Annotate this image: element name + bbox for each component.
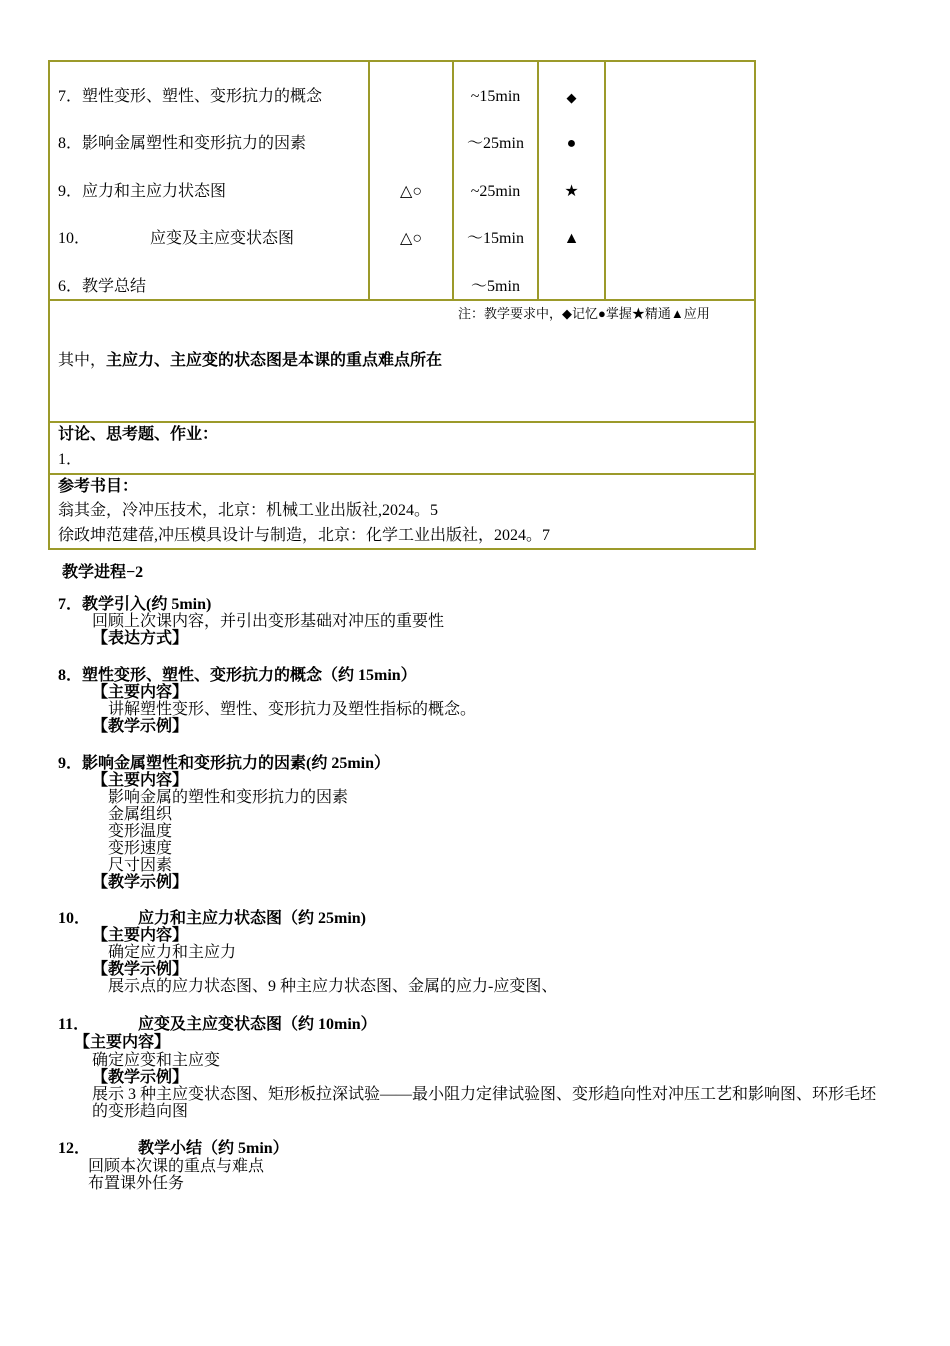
table-row-method: △○ (400, 230, 422, 247)
section-tag: 【教学示例】 (92, 1069, 189, 1086)
table-row-topic: 10． 应变及主应变状态图 (58, 230, 295, 247)
table-row-time: ~25min (470, 183, 521, 200)
section-heading: 教学小结（约 5min） (138, 1140, 289, 1157)
key-points-prefix: 其中， (58, 352, 107, 369)
table-row-level: ◆ (566, 90, 577, 105)
section-line: 展示点的应力状态图、9 种主应力状态图、金属的应力-应变图、 (108, 978, 558, 995)
table-row-level: ★ (564, 183, 579, 200)
section-line: 布置课外任务 (88, 1175, 185, 1192)
section-line: 尺寸因素 (108, 857, 173, 874)
section-line: 影响金属的塑性和变形抗力的因素 (108, 789, 349, 806)
section-number: 11． (58, 1016, 90, 1033)
section-heading: 9．影响金属塑性和变形抗力的因素(约 25min） (58, 755, 391, 772)
table-col-divider (604, 60, 606, 301)
table-row-level: ● (566, 135, 577, 152)
key-points-emphasis: 主应力、主应变的状态图是本课的重点难点所在 (106, 352, 443, 369)
section-heading: 应力和主应力状态图（约 25min) (138, 910, 367, 927)
section-line: 变形速度 (108, 840, 173, 857)
table-row-topic: 9．应力和主应力状态图 (58, 183, 227, 200)
legend-note: 注：教学要求中，◆记忆●掌握★精通▲应用 (458, 306, 710, 321)
table-row-time: ～5min (471, 278, 520, 295)
section-tag: 【主要内容】 (92, 772, 189, 789)
table-row-method: △○ (400, 183, 422, 200)
section-tag: 【主要内容】 (92, 684, 189, 701)
section-tag: 【教学示例】 (92, 718, 189, 735)
section-tag: 【表达方式】 (92, 630, 189, 647)
section-line: 回顾上次课内容，并引出变形基础对冲压的重要性 (92, 613, 445, 630)
table-row-topic: 8．影响金属塑性和变形抗力的因素 (58, 135, 307, 152)
table-row-topic: 7．塑性变形、塑性、变形抗力的概念 (58, 88, 323, 105)
reference-item: 翁其金，冷冲压技术，北京：机械工业出版社,2024。5 (58, 502, 439, 519)
discussion-title: 讨论、思考题、作业： (58, 426, 219, 443)
table-row-time: ～15min (467, 230, 524, 247)
section-number: 12． (58, 1140, 91, 1157)
section-line: 回顾本次课的重点与难点 (88, 1158, 265, 1175)
section-number: 10． (58, 910, 91, 927)
section-line: 展示 3 种主应变状态图、矩形板拉深试验——最小阻力定律试验图、变形趋向性对冲压工艺和影响图、环形毛坯 (92, 1086, 877, 1103)
section-tag: 【主要内容】 (92, 927, 189, 944)
table-row-level: ▲ (563, 230, 580, 247)
section-line: 确定应变和主应变 (92, 1052, 221, 1069)
section-line: 的变形趋向图 (92, 1103, 189, 1120)
references-title: 参考书目： (58, 478, 139, 495)
section-line: 金属组织 (108, 806, 173, 823)
table-col-divider (368, 60, 370, 301)
table-row-time: ～25min (467, 135, 524, 152)
section-heading: 7．教学引入(约 5min) (58, 596, 212, 613)
section-line: 讲解塑性变形、塑性、变形抗力及塑性指标的概念。 (108, 701, 477, 718)
section-heading: 应变及主应变状态图（约 10min） (138, 1016, 377, 1033)
table-row-time: ~15min (470, 88, 521, 105)
section-tag: 【教学示例】 (92, 961, 189, 978)
section-line: 变形温度 (108, 823, 173, 840)
reference-item: 徐政坤范建蓓,冲压模具设计与制造，北京：化学工业出版社，2024。7 (58, 527, 551, 544)
section-tag: 【教学示例】 (92, 874, 189, 891)
section-heading: 8．塑性变形、塑性、变形抗力的概念（约 15min） (58, 667, 417, 684)
section-line: 确定应力和主应力 (108, 944, 237, 961)
section-tag: 【主要内容】 (74, 1034, 171, 1051)
key-points-text (58, 352, 442, 370)
table-row-topic: 6．教学总结 (58, 278, 147, 295)
progress-title: 教学进程−2 (62, 564, 144, 581)
discussion-item: 1． (58, 451, 83, 468)
